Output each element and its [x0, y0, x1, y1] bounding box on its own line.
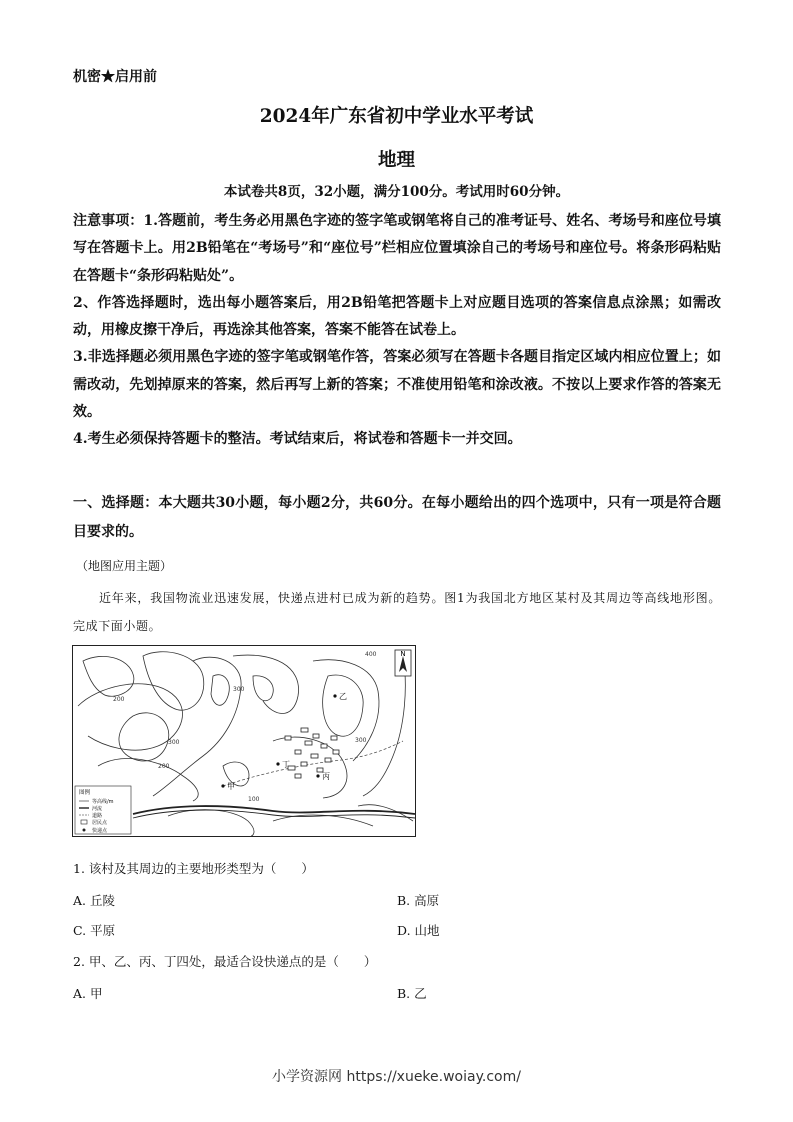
topic-label: （地图应用主题） [76, 559, 173, 573]
village-buildings [285, 728, 339, 778]
map-legend [75, 786, 131, 834]
page-footer: 小学资源网 https://xueke.woiay.com/ [272, 1069, 521, 1085]
question-1-stem: 1. 该村及其周边的主要地形类型为（ ） [73, 861, 314, 876]
q1-option-a[interactable]: A. 丘陵 [73, 893, 115, 908]
place-labels [221, 692, 347, 791]
confidential-mark: 机密★启用前 [73, 69, 157, 85]
legend-river: 河流 [92, 806, 103, 812]
legend-settlement: 居民点 [92, 820, 108, 826]
place-bing: 丙 [322, 772, 330, 781]
question-2-stem: 2. 甲、乙、丙、丁四处，最适合设快递点的是（ ） [73, 954, 377, 969]
section-heading: 一、选择题：本大题共30小题，每小题2分，共60分。在每小题给出的四个选项中，只有一项是符合题目要求的。 [73, 495, 721, 540]
svg-text:400: 400 [365, 651, 377, 658]
contour-values [113, 651, 377, 803]
q1-option-c[interactable]: C. 平原 [73, 923, 116, 938]
svg-text:200: 200 [158, 763, 170, 770]
place-ding: 丁 [282, 760, 290, 769]
legend-road: 道路 [92, 813, 103, 819]
svg-text:100: 100 [248, 796, 260, 803]
compass [395, 650, 411, 676]
legend-express: 快递点 [92, 828, 108, 834]
legend-contour: 等高线/m [92, 799, 114, 805]
contour-map [72, 645, 416, 837]
road [223, 741, 403, 786]
svg-text:300: 300 [233, 686, 245, 693]
q2-option-a[interactable]: A. 甲 [73, 986, 103, 1001]
instruction-item: 4.考生必须保持答题卡的整洁。考试结束后，将试卷和答题卡一并交回。 [73, 431, 522, 448]
q2-option-b[interactable]: B. 乙 [397, 986, 427, 1001]
svg-text:200: 200 [113, 696, 125, 703]
exam-title: 2024年广东省初中学业水平考试 [259, 106, 534, 127]
instructions [73, 208, 721, 454]
svg-text:300: 300 [168, 739, 180, 746]
instruction-item: 注意事项：1.答题前，考生务必用黑色字迹的签字笔或钢笔将自己的准考证号、姓名、考场号和座位号填写在答题卡上。用2B铅笔在“考场号”和“座位号”栏相应位置填涂自己的考场号和座位号。将条形码粘贴在答题卡“条形码粘贴处”。 [73, 213, 721, 284]
contour-map-figure [73, 646, 415, 836]
north-label: N [400, 650, 406, 658]
q1-option-d[interactable]: D. 山地 [397, 923, 440, 938]
svg-text:300: 300 [355, 737, 367, 744]
question-intro: 近年来，我国物流业迅速发展，快递点进村已成为新的趋势。图1为我国北方地区某村及其周边等高线地形图。完成下面小题。 [73, 591, 721, 633]
exam-info: 本试卷共8页，32小题，满分100分。考试用时60分钟。 [223, 184, 570, 200]
place-yi: 乙 [339, 692, 347, 701]
subject-title: 地理 [377, 150, 415, 171]
instruction-item: 2、作答选择题时，选出每小题答案后，用2B铅笔把答题卡上对应题目选项的答案信息点涂黑；如需改动，用橡皮擦干净后，再选涂其他答案，答案不能答在试卷上。 [73, 294, 721, 339]
place-jia: 甲 [227, 782, 235, 791]
river [133, 806, 415, 814]
q1-option-b[interactable]: B. 高原 [397, 893, 440, 908]
instruction-item: 3.非选择题必须用黑色字迹的签字笔或钢笔作答，答案必须写在答题卡各题目指定区域内相应位置上；如需改动，先划掉原来的答案，然后再写上新的答案；不准使用铅笔和涂改液。不按以上要求作答的答案无效。 [73, 349, 721, 421]
legend-title: 图例 [79, 790, 91, 796]
